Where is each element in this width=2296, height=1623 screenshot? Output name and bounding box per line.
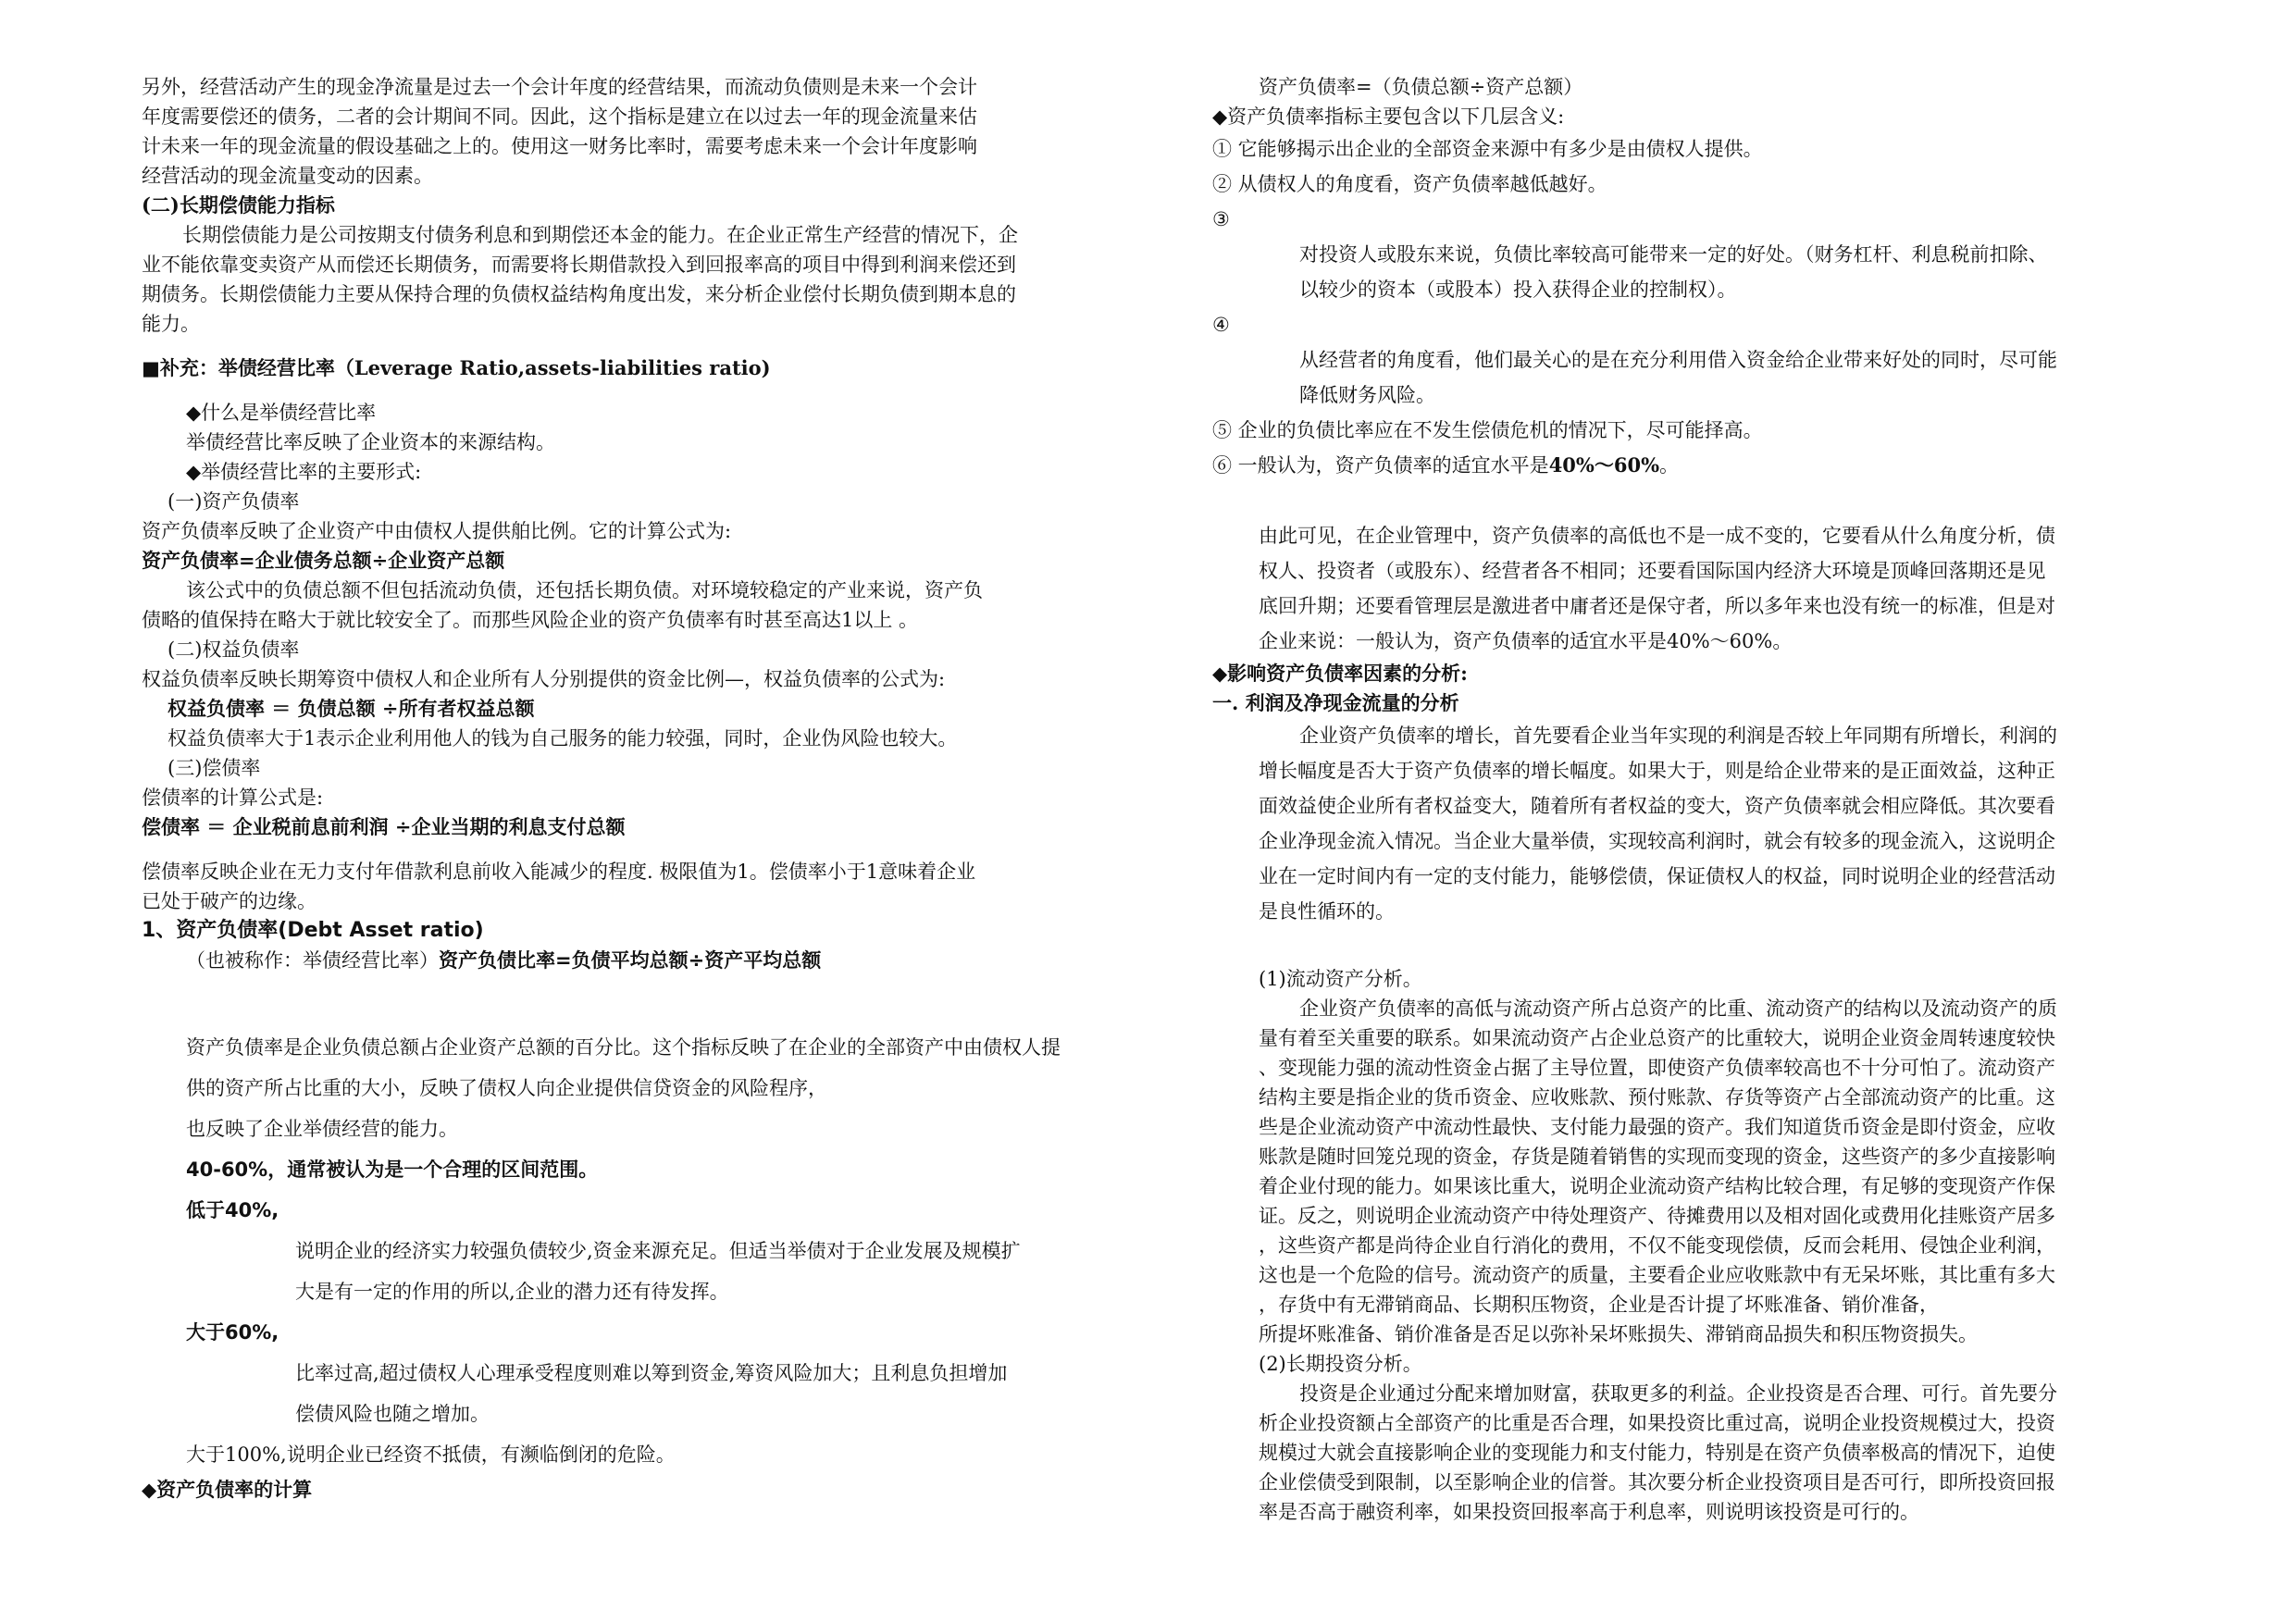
- meaning-item-3-line: 对投资人或股东来说，负债比率较高可能带来一定的好处。（财务杠杆、利息税前扣除、: [1299, 243, 2048, 266]
- main-forms-heading: ◆举债经营比率的主要形式:: [186, 461, 422, 483]
- meaning-item-3-line: 以较少的资本（或股本）投入获得企业的控制权）。: [1299, 279, 1737, 301]
- aka-label: （也被称作：举债经营比率）: [186, 949, 439, 972]
- above60-line: 偿债风险也随之增加。: [295, 1403, 490, 1425]
- formula-line: 资产负债率=（负债总额÷资产总额）: [1259, 76, 1583, 98]
- meaning-item-4-number: ④: [1212, 314, 1230, 336]
- current-title: (1)流动资产分析。: [1259, 968, 1422, 990]
- left-column: [142, 72, 1187, 1505]
- profit-line: 企业资产负债率的增长，首先要看企业当年实现的利润是否较上年同期有所增长，利润的: [1299, 725, 2057, 747]
- long-term-line: 业不能依靠变卖资产从而偿还长期债务，而需要将长期借款投入到回报率高的项目中得到利润来偿还到: [142, 254, 1016, 276]
- current-line: 证。反之，则说明企业流动资产中待处理资产、待摊费用以及相对固化或费用化挂账资产居多: [1259, 1205, 2055, 1227]
- form1-desc: 资产负债率反映了企业资产中由债权人提供舶比例。它的计算公式为:: [142, 520, 732, 542]
- invest-line: 投资是企业通过分配来增加财富，获取更多的利益。企业投资是否合理、可行。首先要分: [1299, 1382, 2057, 1405]
- meaning-item-6-suffix: 。: [1659, 454, 1680, 477]
- definition-line: 也反映了企业举债经营的能力。: [186, 1118, 458, 1140]
- summary-line: 底回升期；还要看管理层是激进者中庸者还是保守者，所以多年来也没有统一的标准，但是对: [1259, 595, 2055, 617]
- invest-title: (2)长期投资分析。: [1259, 1353, 1422, 1375]
- meaning-item-4-line: 从经营者的角度看，他们最关心的是在充分利用借入资金给企业带来好处的同时，尽可能: [1299, 349, 2057, 371]
- invest-line: 企业偿债受到限制，以至影响企业的信誉。其次要分析企业投资项目是否可行，即所投资回报: [1259, 1471, 2055, 1493]
- form2-note: 权益负债率大于1表示企业利用他人的钱为自己服务的能力较强，同时，企业伪风险也较大。: [168, 727, 958, 750]
- below40-line: 大是有一定的作用的所以,企业的潜力还有待发挥。: [295, 1281, 729, 1303]
- profit-line: 是良性循环的。: [1259, 900, 1395, 923]
- definition-line: 资产负债率是企业负债总额占企业资产总额的百分比。这个指标反映了在企业的全部资产中由债权人提: [186, 1036, 1061, 1059]
- what-is-heading: ◆什么是举债经营比率: [186, 402, 377, 424]
- profit-line: 面效益使企业所有者权益变大，随着所有者权益的变大，资产负债率就会相应降低。其次要看: [1259, 795, 2055, 817]
- form3-desc: 偿债率的计算公式是:: [142, 787, 324, 809]
- form1-note-line: 该公式中的负债总额不但包括流动负债，还包括长期负债。对环境较稳定的产业来说，资产负: [186, 579, 983, 601]
- meaning-item-6-prefix: ⑥ 一般认为，资产负债率的适宜水平是: [1212, 454, 1549, 477]
- current-line: 些是企业流动资产中流动性最快、支付能力最强的资产。我们知道货币资金是即付资金，应收: [1259, 1116, 2055, 1138]
- meaning-item-2: ② 从债权人的角度看，资产负债率越低越好。: [1212, 173, 1607, 195]
- current-line: ，存货中有无滞销商品、长期积压物资，企业是否计提了坏账准备、销价准备，: [1259, 1294, 1939, 1316]
- factors-heading: ◆影响资产负债率因素的分析:: [1212, 662, 1468, 685]
- current-line: ，这些资产都是尚待企业自行消化的费用，不仅不能变现偿债，反而会耗用、侵蚀企业利润，: [1259, 1234, 2055, 1257]
- profit-line: 业在一定时间内有一定的支付能力，能够偿债，保证债权人的权益，同时说明企业的经营活动: [1259, 865, 2055, 887]
- profit-heading: 一. 利润及净现金流量的分析: [1212, 691, 1459, 714]
- meaning-item-6-value: 40%～60%: [1548, 453, 1660, 477]
- current-line: 着企业付现的能力。如果该比重大，说明企业流动资产结构比较合理，有足够的变现资产作保: [1259, 1175, 2055, 1197]
- invest-line: 率是否高于融资利率，如果投资回报率高于利息率，则说明该投资是可行的。: [1259, 1501, 1919, 1523]
- long-term-line: 能力。: [142, 313, 200, 335]
- meaning-item-3-number: ③: [1212, 208, 1230, 230]
- range-reasonable: 40-60%，通常被认为是一个合理的区间范围。: [186, 1158, 599, 1181]
- form2-desc: 权益负债率反映长期筹资中债权人和企业所有人分别提供的资金比例—，权益负债率的公式为:: [142, 668, 946, 690]
- long-term-heading: (二)长期偿债能力指标: [142, 193, 335, 217]
- definition-line: 供的资产所占比重的大小，反映了债权人向企业提供信贷资金的风险程序，: [186, 1077, 827, 1099]
- intro-line: 计未来一年的现金流量的假设基础之上的。使用这一财务比率时，需要考虑未来一个会计年度影响: [142, 135, 977, 157]
- current-line: 企业资产负债率的高低与流动资产所占总资产的比重、流动资产的结构以及流动资产的质: [1299, 997, 2057, 1020]
- invest-line: 析企业投资额占全部资产的比重是否合理，如果投资比重过高，说明企业投资规模过大，投资: [1259, 1412, 2055, 1434]
- aka-formula: 资产负债比率=负债平均总额÷资产平均总额: [439, 949, 822, 972]
- form2-formula: 权益负债率 ＝ 负债总额 ÷所有者权益总额: [168, 697, 535, 720]
- intro-line: 另外，经营活动产生的现金净流量是过去一个会计年度的经营结果，而流动负债则是未来一个会计: [142, 76, 977, 98]
- above100-line: 大于100%,说明企业已经资不抵债，有濒临倒闭的危险。: [186, 1443, 676, 1466]
- form2-title: (二)权益负债率: [168, 638, 300, 661]
- what-is-desc: 举债经营比率反映了企业资本的来源结构。: [186, 431, 555, 453]
- meaning-heading: ◆资产负债率指标主要包含以下几层含义:: [1212, 105, 1565, 128]
- form1-formula: 资产负债率=企业债务总额÷企业资产总额: [142, 549, 505, 572]
- long-term-line: 长期偿债能力是公司按期支付债务利息和到期偿还本金的能力。在企业正常生产经营的情况下，企: [182, 224, 1018, 246]
- supplement-heading: ■补充：举债经营比率（Leverage Ratio,assets-liabilities ratio): [142, 356, 771, 379]
- form1-title: (一)资产负债率: [168, 490, 300, 513]
- summary-line: 权人、投资者（或股东）、经营者各不相同；还要看国际国内经济大环境是顶峰回落期还是见: [1259, 560, 2046, 582]
- profit-line: 增长幅度是否大于资产负债率的增长幅度。如果大于，则是给企业带来的是正面效益，这种正: [1259, 760, 2055, 782]
- meaning-item-1: ① 它能够揭示出企业的全部资金来源中有多少是由债权人提供。: [1212, 138, 1763, 160]
- right-column: [1212, 72, 2221, 1527]
- form3-note-line: 已处于破产的边缘。: [142, 890, 316, 912]
- summary-line: 由此可见，在企业管理中，资产负债率的高低也不是一成不变的，它要看从什么角度分析，债: [1259, 525, 2055, 547]
- form3-note-line: 偿债率反映企业在无力支付年借款利息前收入能减少的程度. 极限值为1。偿债率小于1意味着企业: [142, 861, 976, 883]
- current-line: 量有着至关重要的联系。如果流动资产占企业总资产的比重较大，说明企业资金周转速度较快: [1259, 1027, 2055, 1049]
- below40-line: 说明企业的经济实力较强负债较少,资金来源充足。但适当举债对于企业发展及规模扩: [295, 1240, 1021, 1262]
- intro-line: 年度需要偿还的债务，二者的会计期间不同。因此，这个指标是建立在以过去一年的现金流量来估: [142, 105, 977, 128]
- current-line: 账款是随时回笼兑现的资金，存货是随着销售的实现而变现的资金，这些资产的多少直接影响: [1259, 1146, 2055, 1168]
- intro-line: 经营活动的现金流量变动的因素。: [142, 165, 433, 187]
- current-line: 、变现能力强的流动性资金占据了主导位置，即使资产负债率较高也不十分可怕了。流动资产: [1259, 1057, 2055, 1079]
- invest-line: 规模过大就会直接影响企业的变现能力和支付能力，特别是在资产负债率极高的情况下，迫使: [1259, 1442, 2055, 1464]
- above60-line: 比率过高,超过债权人心理承受程度则难以筹到资金,筹资风险加大；且利息负担增加: [295, 1362, 1008, 1384]
- aka-line: [142, 946, 1187, 975]
- form3-title: (三)偿债率: [168, 757, 261, 779]
- meaning-item-6: [1212, 448, 2221, 483]
- current-line: 所提坏账准备、销价准备是否足以弥补呆坏账损失、滞销商品损失和积压物资损失。: [1259, 1323, 1978, 1345]
- current-line: 这也是一个危险的信号。流动资产的质量，主要看企业应收账款中有无呆坏账，其比重有多大: [1259, 1264, 2055, 1286]
- long-term-line: 期债务。长期偿债能力主要从保持合理的负债权益结构角度出发，来分析企业偿付长期负债到期本息的: [142, 283, 1016, 305]
- profit-line: 企业净现金流入情况。当企业大量举债，实现较高利润时，就会有较多的现金流入，这说明企: [1259, 830, 2055, 852]
- meaning-item-4-line: 降低财务风险。: [1299, 384, 1435, 406]
- current-line: 结构主要是指企业的货币资金、应收账款、预付账款、存货等资产占全部流动资产的比重。这: [1259, 1086, 2055, 1109]
- form3-formula: 偿债率 ＝ 企业税前息前利润 ÷企业当期的利息支付总额: [142, 815, 626, 838]
- meaning-item-5: ⑤ 企业的负债比率应在不发生偿债危机的情况下，尽可能择高。: [1212, 419, 1763, 441]
- above60-label: 大于60%,: [186, 1321, 279, 1344]
- debt-ratio-heading: 1、资产负债率(Debt Asset ratio): [142, 919, 484, 942]
- form1-note-line: 债略的值保持在略大于就比较安全了。而那些风险企业的资产负债率有时甚至高达1以上 。: [142, 609, 919, 631]
- calc-heading: ◆资产负债率的计算: [142, 1478, 313, 1501]
- below40-label: 低于40%,: [186, 1199, 279, 1221]
- summary-line: 企业来说：一般认为，资产负债率的适宜水平是40%～60%。: [1259, 630, 1793, 652]
